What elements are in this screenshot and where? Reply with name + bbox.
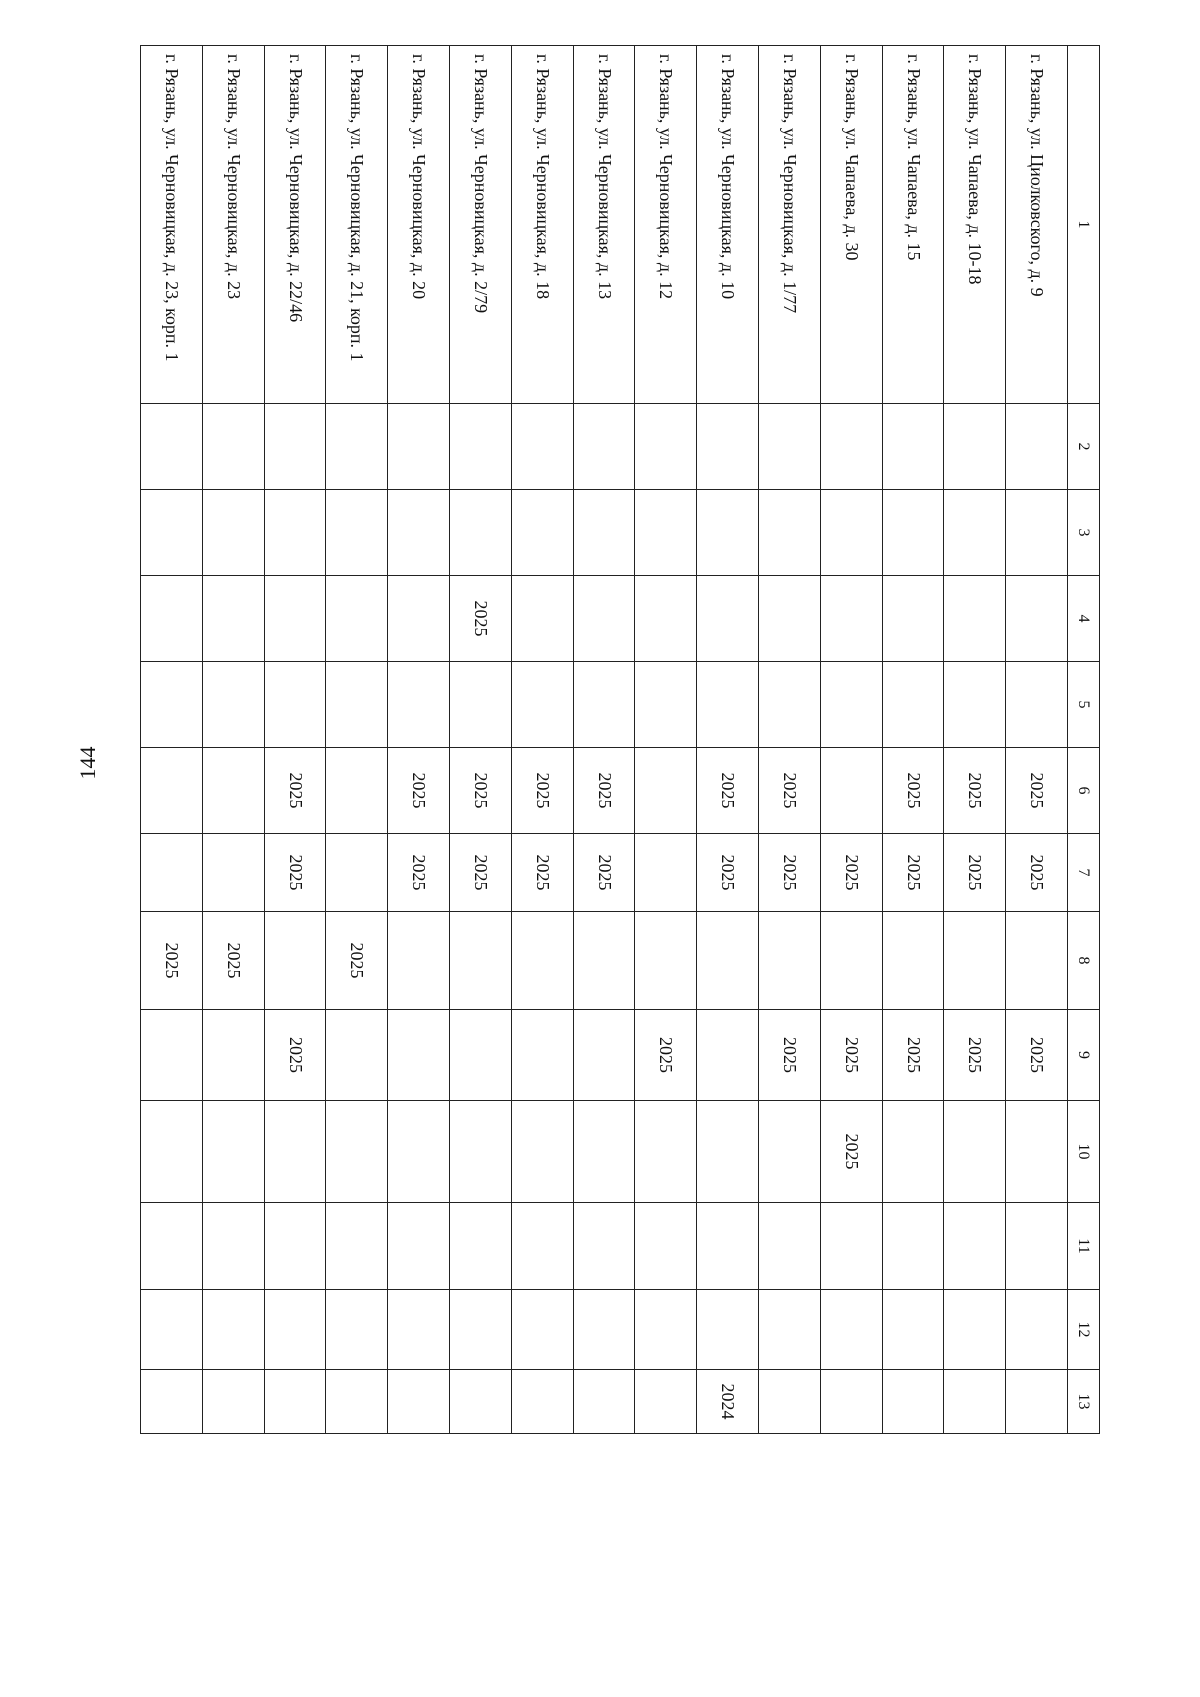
year-cell (697, 1290, 759, 1370)
year-cell (882, 404, 944, 490)
year-cell (326, 576, 388, 662)
year-cell: 2025 (202, 912, 264, 1010)
table-row (697, 46, 759, 1434)
year-cell (573, 662, 635, 748)
year-cell (697, 1101, 759, 1203)
year-cell: 2025 (450, 748, 512, 834)
year-cell: 2025 (944, 748, 1006, 834)
address-cell: г. Рязань, ул. Черновицкая, д. 22/46 (264, 46, 326, 404)
year-cell (944, 576, 1006, 662)
year-cell: 2025 (573, 834, 635, 912)
year-cell: 2025 (264, 748, 326, 834)
year-cell: 2025 (264, 1010, 326, 1101)
year-cell (388, 490, 450, 576)
column-header: 11 (1068, 1203, 1100, 1290)
column-header: 2 (1068, 404, 1100, 490)
year-cell (450, 1370, 512, 1434)
year-cell (820, 662, 882, 748)
year-cell (635, 1290, 697, 1370)
year-cell: 2025 (759, 834, 821, 912)
table-row (882, 46, 944, 1434)
year-cell (202, 576, 264, 662)
year-cell (141, 834, 203, 912)
year-cell (1006, 1203, 1068, 1290)
year-cell (388, 1370, 450, 1434)
year-cell (635, 912, 697, 1010)
column-header: 9 (1068, 1010, 1100, 1101)
year-cell: 2025 (388, 834, 450, 912)
year-cell (141, 748, 203, 834)
year-cell (450, 1203, 512, 1290)
year-cell (511, 662, 573, 748)
year-cell (202, 490, 264, 576)
year-cell (759, 662, 821, 748)
year-cell: 2025 (326, 912, 388, 1010)
table-row (1006, 46, 1068, 1434)
year-cell (511, 1370, 573, 1434)
year-cell: 2025 (264, 834, 326, 912)
table-row (202, 46, 264, 1434)
year-cell (264, 1290, 326, 1370)
year-cell (511, 1101, 573, 1203)
column-header: 6 (1068, 748, 1100, 834)
year-cell (697, 662, 759, 748)
year-cell (635, 1203, 697, 1290)
year-cell (759, 1370, 821, 1434)
year-cell (1006, 490, 1068, 576)
column-header: 5 (1068, 662, 1100, 748)
year-cell (1006, 1370, 1068, 1434)
table-row (141, 46, 203, 1434)
year-cell (944, 404, 1006, 490)
schedule-table (140, 45, 1100, 1434)
year-cell (573, 1010, 635, 1101)
address-cell: г. Рязань, ул. Черновицкая, д. 23 (202, 46, 264, 404)
address-cell: г. Рязань, ул. Черновицкая, д. 12 (635, 46, 697, 404)
year-cell: 2025 (573, 748, 635, 834)
year-cell (882, 1370, 944, 1434)
year-cell (141, 1010, 203, 1101)
year-cell (1006, 912, 1068, 1010)
table-row (450, 46, 512, 1434)
year-cell (944, 912, 1006, 1010)
year-cell (388, 912, 450, 1010)
address-cell: г. Рязань, ул. Черновицкая, д. 18 (511, 46, 573, 404)
year-cell (882, 576, 944, 662)
year-cell (326, 1290, 388, 1370)
column-header: 7 (1068, 834, 1100, 912)
year-cell (388, 404, 450, 490)
year-cell (944, 662, 1006, 748)
year-cell (573, 1203, 635, 1290)
column-header: 10 (1068, 1101, 1100, 1203)
year-cell (450, 1101, 512, 1203)
year-cell (697, 1203, 759, 1290)
year-cell (635, 1101, 697, 1203)
year-cell (820, 1290, 882, 1370)
year-cell (141, 1370, 203, 1434)
year-cell (635, 662, 697, 748)
year-cell (882, 1101, 944, 1203)
column-header: 3 (1068, 490, 1100, 576)
address-cell: г. Рязань, ул. Черновицкая, д. 10 (697, 46, 759, 404)
year-cell (573, 1370, 635, 1434)
year-cell (697, 490, 759, 576)
address-cell: г. Рязань, ул. Черновицкая, д. 20 (388, 46, 450, 404)
table-row (511, 46, 573, 1434)
year-cell (1006, 576, 1068, 662)
year-cell (326, 490, 388, 576)
page-number: 144 (75, 746, 100, 780)
year-cell (511, 912, 573, 1010)
year-cell: 2024 (697, 1370, 759, 1434)
year-cell (388, 1203, 450, 1290)
year-cell (326, 1203, 388, 1290)
year-cell (697, 404, 759, 490)
year-cell (635, 834, 697, 912)
year-cell: 2025 (1006, 834, 1068, 912)
year-cell (635, 576, 697, 662)
year-cell (759, 1290, 821, 1370)
year-cell: 2025 (759, 748, 821, 834)
year-cell: 2025 (697, 834, 759, 912)
year-cell (820, 404, 882, 490)
year-cell: 2025 (388, 748, 450, 834)
year-cell (697, 1010, 759, 1101)
year-cell (388, 1101, 450, 1203)
year-cell: 2025 (511, 748, 573, 834)
table-row (759, 46, 821, 1434)
year-cell (820, 912, 882, 1010)
column-header: 4 (1068, 576, 1100, 662)
year-cell (511, 1203, 573, 1290)
year-cell (141, 1101, 203, 1203)
year-cell (1006, 1290, 1068, 1370)
year-cell (202, 1010, 264, 1101)
year-cell (944, 1370, 1006, 1434)
year-cell (820, 490, 882, 576)
year-cell (573, 404, 635, 490)
year-cell (573, 1290, 635, 1370)
year-cell (882, 1203, 944, 1290)
year-cell (1006, 404, 1068, 490)
address-cell: г. Рязань, ул. Циолковского, д. 9 (1006, 46, 1068, 404)
year-cell (820, 748, 882, 834)
year-cell (511, 1290, 573, 1370)
year-cell (882, 912, 944, 1010)
year-cell (141, 1203, 203, 1290)
year-cell (264, 1101, 326, 1203)
table-row (326, 46, 388, 1434)
year-cell (202, 404, 264, 490)
year-cell (573, 490, 635, 576)
year-cell (882, 1290, 944, 1370)
year-cell (759, 404, 821, 490)
year-cell (202, 1203, 264, 1290)
table-row (820, 46, 882, 1434)
address-cell: г. Рязань, ул. Черновицкая, д. 1/77 (759, 46, 821, 404)
year-cell: 2025 (697, 748, 759, 834)
year-cell (450, 490, 512, 576)
address-cell: г. Рязань, ул. Чапаева, д. 30 (820, 46, 882, 404)
year-cell: 2025 (882, 834, 944, 912)
year-cell (820, 1203, 882, 1290)
year-cell: 2025 (1006, 748, 1068, 834)
year-cell: 2025 (820, 1101, 882, 1203)
year-cell: 2025 (635, 1010, 697, 1101)
year-cell (635, 748, 697, 834)
year-cell (450, 1010, 512, 1101)
table-row (944, 46, 1006, 1434)
address-cell: г. Рязань, ул. Чапаева, д. 10-18 (944, 46, 1006, 404)
year-cell (450, 404, 512, 490)
year-cell (573, 576, 635, 662)
year-cell (264, 404, 326, 490)
table-row (264, 46, 326, 1434)
year-cell (388, 576, 450, 662)
address-cell: г. Рязань, ул. Черновицкая, д. 21, корп. 1 (326, 46, 388, 404)
year-cell (264, 1370, 326, 1434)
year-cell (388, 1290, 450, 1370)
year-cell (820, 576, 882, 662)
year-cell (882, 662, 944, 748)
year-cell (264, 576, 326, 662)
year-cell (573, 1101, 635, 1203)
year-cell (759, 1203, 821, 1290)
year-cell (202, 834, 264, 912)
year-cell: 2025 (450, 834, 512, 912)
year-cell (450, 662, 512, 748)
address-cell: г. Рязань, ул. Черновицкая, д. 23, корп. 1 (141, 46, 203, 404)
year-cell (820, 1370, 882, 1434)
year-cell (635, 490, 697, 576)
year-cell (141, 576, 203, 662)
year-cell (573, 912, 635, 1010)
year-cell: 2025 (820, 834, 882, 912)
year-cell: 2025 (882, 1010, 944, 1101)
year-cell: 2025 (944, 834, 1006, 912)
year-cell: 2025 (511, 834, 573, 912)
year-cell: 2025 (944, 1010, 1006, 1101)
year-cell (511, 576, 573, 662)
year-cell (635, 404, 697, 490)
year-cell (264, 912, 326, 1010)
year-cell (450, 912, 512, 1010)
year-cell (264, 490, 326, 576)
year-cell (326, 1370, 388, 1434)
year-cell: 2025 (141, 912, 203, 1010)
year-cell (759, 490, 821, 576)
year-cell (944, 1290, 1006, 1370)
column-number-row (1068, 46, 1100, 1434)
column-header: 13 (1068, 1370, 1100, 1434)
year-cell (326, 748, 388, 834)
year-cell (882, 490, 944, 576)
year-cell (326, 662, 388, 748)
year-cell (264, 662, 326, 748)
year-cell (944, 1203, 1006, 1290)
year-cell (388, 662, 450, 748)
year-cell (635, 1370, 697, 1434)
year-cell (450, 1290, 512, 1370)
year-cell: 2025 (759, 1010, 821, 1101)
column-header: 1 (1068, 46, 1100, 404)
address-cell: г. Рязань, ул. Черновицкая, д. 13 (573, 46, 635, 404)
year-cell: 2025 (882, 748, 944, 834)
year-cell (944, 490, 1006, 576)
year-cell (326, 404, 388, 490)
year-cell (759, 576, 821, 662)
year-cell (511, 1010, 573, 1101)
year-cell: 2025 (820, 1010, 882, 1101)
year-cell (326, 834, 388, 912)
year-cell (697, 576, 759, 662)
year-cell (202, 1290, 264, 1370)
year-cell (264, 1203, 326, 1290)
year-cell (202, 1370, 264, 1434)
year-cell (944, 1101, 1006, 1203)
year-cell (141, 490, 203, 576)
year-cell (1006, 662, 1068, 748)
year-cell (141, 404, 203, 490)
address-cell: г. Рязань, ул. Чапаева, д. 15 (882, 46, 944, 404)
address-cell: г. Рязань, ул. Черновицкая, д. 2/79 (450, 46, 512, 404)
table-row (573, 46, 635, 1434)
year-cell (511, 404, 573, 490)
column-header: 12 (1068, 1290, 1100, 1370)
year-cell: 2025 (450, 576, 512, 662)
year-cell (759, 912, 821, 1010)
year-cell: 2025 (1006, 1010, 1068, 1101)
year-cell (141, 1290, 203, 1370)
year-cell (202, 1101, 264, 1203)
table-row (635, 46, 697, 1434)
year-cell (759, 1101, 821, 1203)
year-cell (202, 748, 264, 834)
table-row (388, 46, 450, 1434)
year-cell (388, 1010, 450, 1101)
year-cell (697, 912, 759, 1010)
year-cell (511, 490, 573, 576)
year-cell (141, 662, 203, 748)
column-header: 8 (1068, 912, 1100, 1010)
year-cell (326, 1101, 388, 1203)
year-cell (326, 1010, 388, 1101)
year-cell (202, 662, 264, 748)
year-cell (1006, 1101, 1068, 1203)
